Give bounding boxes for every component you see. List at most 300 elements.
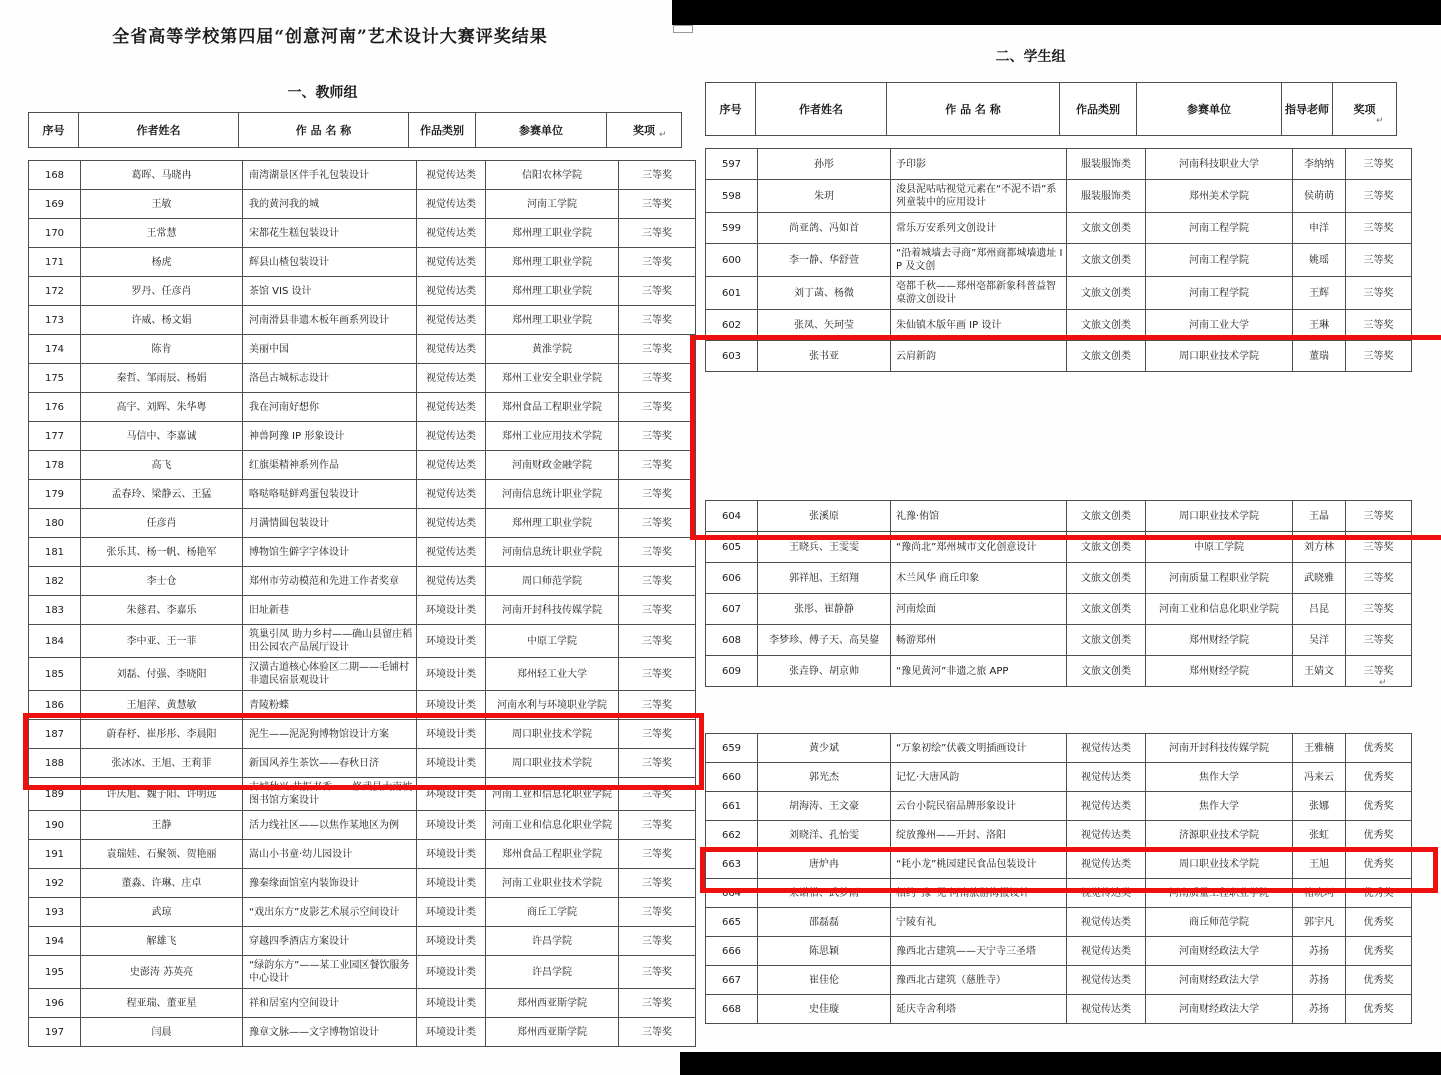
table-row xyxy=(29,720,696,749)
table-cell: 郭祥旭、王绍翔 xyxy=(758,563,891,594)
return-mark-icon: ↵ xyxy=(1379,678,1387,688)
table-cell: “豫尚北”郑州城市文化创意设计 xyxy=(891,532,1067,563)
table-cell: 刘磊、付强、李晓阳 xyxy=(81,658,243,691)
table-cell: 服装服饰类 xyxy=(1067,149,1146,180)
table-cell: 三等奖 xyxy=(1346,149,1412,180)
table-cell: 郭光杰 xyxy=(758,763,891,792)
table-cell: “豫见黄河”非遗之旅 APP xyxy=(891,656,1067,687)
table-cell: 河南财经政法大学 xyxy=(1146,966,1293,995)
table-cell: 视觉传达类 xyxy=(1067,734,1146,763)
table-cell: 秦哲、邹雨辰、杨娟 xyxy=(81,364,243,393)
table-row xyxy=(29,1018,696,1047)
table-cell: 王雅楠 xyxy=(1293,734,1346,763)
column-header: 序号 xyxy=(29,113,79,148)
table-cell: 193 xyxy=(29,898,81,927)
table-cell: 三等奖 xyxy=(619,364,696,393)
table-cell: 河南信息统计职业学院 xyxy=(486,480,619,509)
table-cell: 吴洋 xyxy=(1293,625,1346,656)
table-cell: 河南财经政法大学 xyxy=(1146,937,1293,966)
table-cell: 张溪原 xyxy=(758,501,891,532)
table-cell: 泥生——泥泥狗博物馆设计方案 xyxy=(243,720,417,749)
table-cell: 600 xyxy=(706,244,758,277)
table-cell: 豫西北古建筑——天宁寺三圣塔 xyxy=(891,937,1067,966)
table-cell: 王常慧 xyxy=(81,219,243,248)
table-cell: 郭宇凡 xyxy=(1293,908,1346,937)
column-header: 奖项 xyxy=(607,113,682,148)
table-cell: 三等奖 xyxy=(1346,180,1412,213)
table-cell: 周口职业技术学院 xyxy=(1146,341,1293,372)
table-cell: 周口职业技术学院 xyxy=(1146,501,1293,532)
table-cell: 603 xyxy=(706,341,758,372)
table-cell: 文旅文创类 xyxy=(1067,532,1146,563)
table-cell: 董瑞 xyxy=(1293,341,1346,372)
table-cell: 视觉传达类 xyxy=(417,509,486,538)
table-cell: 三等奖 xyxy=(1346,341,1412,372)
table-cell: 三等奖 xyxy=(1346,594,1412,625)
table-cell: 郑州西亚斯学院 xyxy=(486,989,619,1018)
table-cell: 郑州理工职业学院 xyxy=(486,277,619,306)
table-cell: 三等奖 xyxy=(619,749,696,778)
table-cell: 商丘工学院 xyxy=(486,898,619,927)
table-cell: 666 xyxy=(706,937,758,966)
table-cell: 优秀奖 xyxy=(1346,879,1412,908)
table-cell: 宋都花生糕包装设计 xyxy=(243,219,417,248)
table-row xyxy=(29,869,696,898)
table-cell: 三等奖 xyxy=(619,451,696,480)
table-cell: 三等奖 xyxy=(619,989,696,1018)
column-header: 奖项 xyxy=(1333,83,1397,136)
table-cell: 197 xyxy=(29,1018,81,1047)
table-cell: 张凤、矢珂莹 xyxy=(758,310,891,341)
table-cell: 视觉传达类 xyxy=(417,248,486,277)
table-cell: 视觉传达类 xyxy=(417,538,486,567)
table-cell: 吕昆 xyxy=(1293,594,1346,625)
table-cell: 视觉传达类 xyxy=(1067,937,1146,966)
table-cell: 环境设计类 xyxy=(417,840,486,869)
table-cell: 张书亚 xyxy=(758,341,891,372)
table-cell: 常乐万安系列文创设计 xyxy=(891,213,1067,244)
column-header: 作品类别 xyxy=(409,113,476,148)
table-row xyxy=(29,927,696,956)
table-cell: 程亚瑞、董亚星 xyxy=(81,989,243,1018)
table-cell: 183 xyxy=(29,596,81,625)
table-cell: 信阳农林学院 xyxy=(486,161,619,190)
table-cell: 河南质量工程职业学院 xyxy=(1146,879,1293,908)
table-row xyxy=(706,879,1412,908)
table-row xyxy=(29,422,696,451)
table-cell: 三等奖 xyxy=(619,691,696,720)
table-cell: 记忆·大唐风韵 xyxy=(891,763,1067,792)
table-cell: 旧址新巷 xyxy=(243,596,417,625)
table-cell: 优秀奖 xyxy=(1346,850,1412,879)
table-cell: 三等奖 xyxy=(619,567,696,596)
table-cell: 河南开封科技传媒学院 xyxy=(486,596,619,625)
table-cell: 杨虎 xyxy=(81,248,243,277)
table-cell: 环境设计类 xyxy=(417,956,486,989)
column-header: 指导老师 xyxy=(1282,83,1333,136)
table-cell: 环境设计类 xyxy=(417,720,486,749)
table-cell: 云台小院民宿品牌形象设计 xyxy=(891,792,1067,821)
table-row xyxy=(706,213,1412,244)
table-cell: 视觉传达类 xyxy=(1067,850,1146,879)
table-cell: 王敏 xyxy=(81,190,243,219)
column-header: 作 品 名 称 xyxy=(239,113,409,148)
table-cell: 畅游郑州 xyxy=(891,625,1067,656)
table-row xyxy=(29,190,696,219)
table-cell: 张冰冰、王旭、王莉菲 xyxy=(81,749,243,778)
table-cell: 焦作大学 xyxy=(1146,792,1293,821)
table-cell: 视觉传达类 xyxy=(417,219,486,248)
table-cell: 董淼、许琳、庄卓 xyxy=(81,869,243,898)
table-cell: 陈思颖 xyxy=(758,937,891,966)
table-cell: 文旅文创类 xyxy=(1067,277,1146,310)
table-cell: 郑州美术学院 xyxy=(1146,180,1293,213)
table-cell: 三等奖 xyxy=(619,335,696,364)
table-row xyxy=(29,840,696,869)
table-cell: 170 xyxy=(29,219,81,248)
table-cell: 视觉传达类 xyxy=(1067,995,1146,1024)
table-row xyxy=(706,821,1412,850)
table-cell: 194 xyxy=(29,927,81,956)
table-cell: 筑巢引凤 助力乡村——确山县留庄稻田公园农产品展厅设计 xyxy=(243,625,417,658)
return-mark-icon: ↵ xyxy=(659,130,667,140)
table-cell: 三等奖 xyxy=(619,898,696,927)
table-cell: 河南烩面 xyxy=(891,594,1067,625)
table-cell: 王琳 xyxy=(1293,310,1346,341)
table-row xyxy=(29,625,696,658)
table-cell: 三等奖 xyxy=(619,306,696,335)
table-cell: 三等奖 xyxy=(619,248,696,277)
table-cell: 郑州财经学院 xyxy=(1146,625,1293,656)
table-cell: 红旗渠精神系列作品 xyxy=(243,451,417,480)
table-cell: 郑州市劳动模范和先进工作者奖章 xyxy=(243,567,417,596)
table-cell: 朱慈君、李嘉乐 xyxy=(81,596,243,625)
table-cell: 662 xyxy=(706,821,758,850)
table-cell: 咯哒咯哒鲜鸡蛋包装设计 xyxy=(243,480,417,509)
table-row xyxy=(706,594,1412,625)
table-cell: 许威、杨文娟 xyxy=(81,306,243,335)
table-cell: 环境设计类 xyxy=(417,778,486,811)
table-cell: 文旅文创类 xyxy=(1067,341,1146,372)
table-cell: 高飞 xyxy=(81,451,243,480)
return-mark-icon: ↵ xyxy=(1376,116,1384,126)
table-cell: 三等奖 xyxy=(1346,244,1412,277)
table-cell: 环境设计类 xyxy=(417,1018,486,1047)
table-row xyxy=(29,161,696,190)
table-cell: 商丘师范学院 xyxy=(1146,908,1293,937)
section-title-student-group: 二、学生组 xyxy=(995,49,1066,65)
table-cell: 三等奖 xyxy=(619,811,696,840)
table-cell: 我在河南好想你 xyxy=(243,393,417,422)
table-cell: 宋诺惜、武梦雨 xyxy=(758,879,891,908)
table-cell: 661 xyxy=(706,792,758,821)
table-cell: 苏扬 xyxy=(1293,995,1346,1024)
table-cell: 新国风养生茶饮——春秋日济 xyxy=(243,749,417,778)
table-cell: 三等奖 xyxy=(619,277,696,306)
table-cell: 许庆旭、魏子阳、许明远 xyxy=(81,778,243,811)
table-cell: 罗丹、任彦肖 xyxy=(81,277,243,306)
column-header: 作者姓名 xyxy=(756,83,887,136)
table-cell: 三等奖 xyxy=(619,161,696,190)
table-cell: 周口师范学院 xyxy=(486,567,619,596)
table-cell: 古城秋兴 共振书香——修武县大南坡图书馆方案设计 xyxy=(243,778,417,811)
table-cell: 云肩新韵 xyxy=(891,341,1067,372)
table-row xyxy=(706,244,1412,277)
table-cell: 郑州食品工程职业学院 xyxy=(486,840,619,869)
table-cell: 黄少斌 xyxy=(758,734,891,763)
table-cell: 郑州西亚斯学院 xyxy=(486,1018,619,1047)
table-cell: 三等奖 xyxy=(1346,277,1412,310)
table-cell: 视觉传达类 xyxy=(1067,908,1146,937)
table-cell: 文旅文创类 xyxy=(1067,501,1146,532)
table-cell: 延庆寺舍利塔 xyxy=(891,995,1067,1024)
column-header: 参赛单位 xyxy=(1137,83,1282,136)
table-row xyxy=(706,850,1412,879)
table-cell: 博物馆生僻字字体设计 xyxy=(243,538,417,567)
table-cell: 焦作大学 xyxy=(1146,763,1293,792)
table-cell: “戏出东方”皮影艺术展示空间设计 xyxy=(243,898,417,927)
table-cell: 郑州财经学院 xyxy=(1146,656,1293,687)
table-cell: 667 xyxy=(706,966,758,995)
table-cell: 三等奖 xyxy=(619,956,696,989)
table-cell: 洛邑古城标志设计 xyxy=(243,364,417,393)
table-cell: 环境设计类 xyxy=(417,749,486,778)
table-cell: 张垚铮、胡京帅 xyxy=(758,656,891,687)
table-cell: 任彦肖 xyxy=(81,509,243,538)
table-cell: 视觉传达类 xyxy=(417,335,486,364)
table-row xyxy=(29,956,696,989)
table-cell: 马信中、李嘉诚 xyxy=(81,422,243,451)
table-row xyxy=(29,306,696,335)
table-cell: 169 xyxy=(29,190,81,219)
table-cell: 视觉传达类 xyxy=(1067,879,1146,908)
table-row xyxy=(706,625,1412,656)
table-cell: 优秀奖 xyxy=(1346,908,1412,937)
table-cell: 嵩山小书童·幼儿园设计 xyxy=(243,840,417,869)
table-cell: 周口职业技术学院 xyxy=(1146,850,1293,879)
table-cell: 河南工业和信息化职业学院 xyxy=(1146,594,1293,625)
table-cell: 环境设计类 xyxy=(417,927,486,956)
table-cell: 175 xyxy=(29,364,81,393)
student-table-rows-597-603 xyxy=(705,148,1412,372)
student-table-rows-659-668 xyxy=(705,733,1412,1024)
table-cell: 195 xyxy=(29,956,81,989)
table-cell: 三等奖 xyxy=(1346,563,1412,594)
table-cell: 张虹 xyxy=(1293,821,1346,850)
table-cell: 郑州轻工业大学 xyxy=(486,658,619,691)
table-cell: 三等奖 xyxy=(619,720,696,749)
table-cell: 河南财经政法大学 xyxy=(1146,995,1293,1024)
table-row xyxy=(29,451,696,480)
table-cell: 文旅文创类 xyxy=(1067,594,1146,625)
table-cell: 优秀奖 xyxy=(1346,966,1412,995)
scan-black-bar-top xyxy=(672,0,1441,25)
table-cell: 绽放豫州——开封、洛阳 xyxy=(891,821,1067,850)
table-cell: 三等奖 xyxy=(619,840,696,869)
table-cell: 茶馆 VIS 设计 xyxy=(243,277,417,306)
table-cell: 视觉传达类 xyxy=(417,161,486,190)
table-cell: 美丽中国 xyxy=(243,335,417,364)
table-cell: 葛晖、马晓冉 xyxy=(81,161,243,190)
table-cell: 祥和居室内空间设计 xyxy=(243,989,417,1018)
table-cell: 史澎涛 苏英亮 xyxy=(81,956,243,989)
table-cell: “万象初绘”伏羲文明插画设计 xyxy=(891,734,1067,763)
table-cell: 文旅文创类 xyxy=(1067,563,1146,594)
table-cell: 174 xyxy=(29,335,81,364)
table-cell: 豫章文脉——文字博物馆设计 xyxy=(243,1018,417,1047)
table-row xyxy=(706,501,1412,532)
table-cell: 视觉传达类 xyxy=(417,480,486,509)
table-cell: 环境设计类 xyxy=(417,625,486,658)
table-cell: 闫晨 xyxy=(81,1018,243,1047)
table-cell: 190 xyxy=(29,811,81,840)
table-row xyxy=(706,937,1412,966)
table-cell: 605 xyxy=(706,532,758,563)
table-cell: 172 xyxy=(29,277,81,306)
table-cell: 三等奖 xyxy=(619,869,696,898)
table-cell: 邵磊磊 xyxy=(758,908,891,937)
table-cell: 王旭萍、黄慧敏 xyxy=(81,691,243,720)
table-cell: 周口职业技术学院 xyxy=(486,749,619,778)
table-cell: 许昌学院 xyxy=(486,927,619,956)
table-row xyxy=(29,277,696,306)
table-row xyxy=(706,277,1412,310)
table-cell: 191 xyxy=(29,840,81,869)
scan-black-bar-bottom xyxy=(680,1052,1441,1075)
table-cell: 三等奖 xyxy=(619,538,696,567)
table-cell: 张彤、崔静静 xyxy=(758,594,891,625)
table-cell: 刘丁菡、杨微 xyxy=(758,277,891,310)
table-cell: 180 xyxy=(29,509,81,538)
table-cell: 郑州食品工程职业学院 xyxy=(486,393,619,422)
table-cell: 李纳纳 xyxy=(1293,149,1346,180)
table-cell: 朱仙镇木版年画 IP 设计 xyxy=(891,310,1067,341)
table-cell: 郑州理工职业学院 xyxy=(486,219,619,248)
table-cell: 602 xyxy=(706,310,758,341)
table-row xyxy=(706,966,1412,995)
table-cell: 袁瑞娃、石聚领、贺艳丽 xyxy=(81,840,243,869)
table-cell: 182 xyxy=(29,567,81,596)
student-table-rows-604-609 xyxy=(705,500,1412,687)
table-cell: 张娜 xyxy=(1293,792,1346,821)
table-cell: 郑州理工职业学院 xyxy=(486,306,619,335)
table-cell: “绿韵东方”——某工业园区餐饮服务中心设计 xyxy=(243,956,417,989)
table-cell: 神兽阿豫 IP 形象设计 xyxy=(243,422,417,451)
table-cell: 王辉 xyxy=(1293,277,1346,310)
table-cell: 177 xyxy=(29,422,81,451)
table-cell: 豫西北古建筑（慈胜寺） xyxy=(891,966,1067,995)
column-header: 参赛单位 xyxy=(476,113,607,148)
table-cell: 三等奖 xyxy=(619,509,696,538)
table-cell: 176 xyxy=(29,393,81,422)
table-cell: 刘方林 xyxy=(1293,532,1346,563)
table-cell: 文旅文创类 xyxy=(1067,656,1146,687)
teacher-table xyxy=(28,160,696,1047)
table-cell: 视觉传达类 xyxy=(1067,821,1146,850)
table-cell: 王晶 xyxy=(1293,501,1346,532)
table-cell: 活力线社区——以焦作某地区为例 xyxy=(243,811,417,840)
table-cell: 视觉传达类 xyxy=(417,451,486,480)
table-cell: “沿着城墙去寻商”郑州商都城墙遗址 IP 及文创 xyxy=(891,244,1067,277)
table-cell: 环境设计类 xyxy=(417,658,486,691)
table-cell: 月满情圆包装设计 xyxy=(243,509,417,538)
table-cell: 三等奖 xyxy=(619,480,696,509)
table-cell: 659 xyxy=(706,734,758,763)
table-cell: 601 xyxy=(706,277,758,310)
table-cell: 文旅文创类 xyxy=(1067,310,1146,341)
table-cell: 视觉传达类 xyxy=(417,567,486,596)
table-cell: 郑州工业安全职业学院 xyxy=(486,364,619,393)
table-row xyxy=(29,811,696,840)
table-cell: 河南工程学院 xyxy=(1146,213,1293,244)
table-row xyxy=(29,749,696,778)
teacher-table-header xyxy=(28,112,682,148)
table-cell: 优秀奖 xyxy=(1346,763,1412,792)
table-row xyxy=(706,908,1412,937)
table-cell: 李士仓 xyxy=(81,567,243,596)
table-cell: 优秀奖 xyxy=(1346,821,1412,850)
table-cell: 三等奖 xyxy=(619,219,696,248)
table-cell: 视觉传达类 xyxy=(417,393,486,422)
table-cell: 三等奖 xyxy=(1346,501,1412,532)
table-cell: 姚瑶 xyxy=(1293,244,1346,277)
table-cell: 郑州理工职业学院 xyxy=(486,509,619,538)
table-cell: 郑州理工职业学院 xyxy=(486,248,619,277)
table-cell: 浚县泥咕咕视觉元素在“不泥不语”系列童装中的应用设计 xyxy=(891,180,1067,213)
table-cell: 视觉传达类 xyxy=(1067,966,1146,995)
header-row xyxy=(706,83,1397,136)
table-cell: 武晓雅 xyxy=(1293,563,1346,594)
table-cell: 周口职业技术学院 xyxy=(486,720,619,749)
table-cell: 尚亚鸽、冯如首 xyxy=(758,213,891,244)
student-table-header xyxy=(705,82,1397,136)
table-cell: 褚晓珂 xyxy=(1293,879,1346,908)
table-cell: 冯来云 xyxy=(1293,763,1346,792)
table-cell: 三等奖 xyxy=(619,393,696,422)
column-header: 序号 xyxy=(706,83,756,136)
table-row xyxy=(29,248,696,277)
table-cell: 张乐其、杨一帆、杨艳军 xyxy=(81,538,243,567)
table-cell: 168 xyxy=(29,161,81,190)
table-cell: 河南信息统计职业学院 xyxy=(486,538,619,567)
table-cell: 606 xyxy=(706,563,758,594)
table-cell: 三等奖 xyxy=(619,625,696,658)
table-cell: 186 xyxy=(29,691,81,720)
table-cell: 文旅文创类 xyxy=(1067,244,1146,277)
table-row xyxy=(706,149,1412,180)
table-row xyxy=(29,393,696,422)
table-cell: 河南财政金融学院 xyxy=(486,451,619,480)
table-row xyxy=(29,219,696,248)
table-cell: 济源职业技术学院 xyxy=(1146,821,1293,850)
table-cell: 河南工业和信息化职业学院 xyxy=(486,778,619,811)
table-cell: 视觉传达类 xyxy=(417,190,486,219)
table-cell: 三等奖 xyxy=(619,927,696,956)
page-title: 全省高等学校第四届“创意河南”艺术设计大赛评奖结果 xyxy=(112,27,548,47)
table-cell: 豫秦缘面馆室内装饰设计 xyxy=(243,869,417,898)
table-cell: 优秀奖 xyxy=(1346,792,1412,821)
table-cell: 我的黄河我的城 xyxy=(243,190,417,219)
table-row xyxy=(706,341,1412,372)
table-cell: 郑州工业应用技术学院 xyxy=(486,422,619,451)
table-cell: 河南科技职业大学 xyxy=(1146,149,1293,180)
table-cell: 173 xyxy=(29,306,81,335)
table-cell: 河南开封科技传媒学院 xyxy=(1146,734,1293,763)
table-cell: 663 xyxy=(706,850,758,879)
table-row xyxy=(29,567,696,596)
table-cell: 王晓兵、王雯雯 xyxy=(758,532,891,563)
table-cell: 李中亚、王一菲 xyxy=(81,625,243,658)
